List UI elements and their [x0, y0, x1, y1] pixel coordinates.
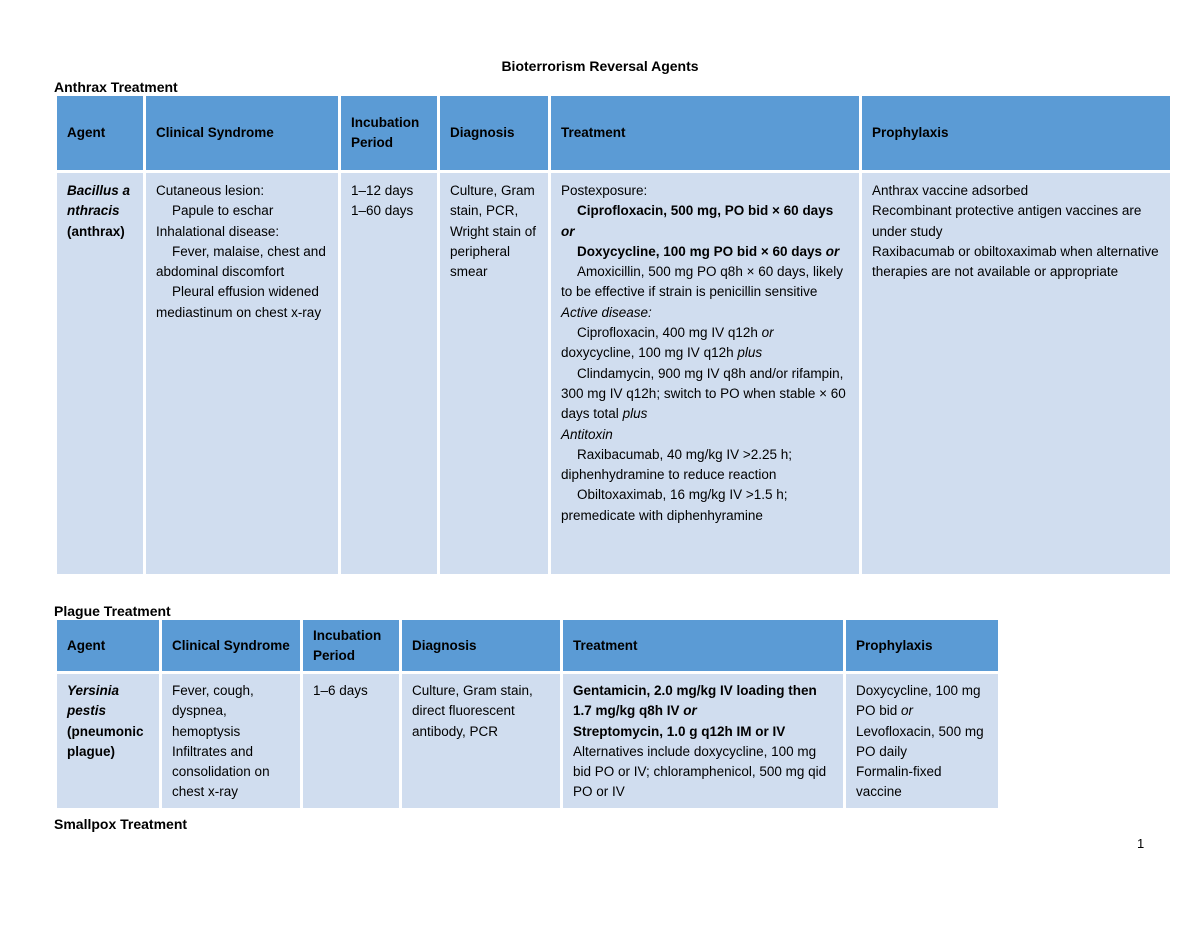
agent-name: Bacillus anthracis — [67, 183, 131, 219]
prophylaxis-or: or — [901, 703, 914, 719]
table-header-row — [57, 96, 1170, 173]
treatment-or: or — [561, 223, 575, 239]
header-agent: Agent — [57, 96, 143, 173]
header-prophylaxis: Prophylaxis — [862, 96, 1170, 173]
smallpox-heading: Smallpox Treatment — [54, 816, 188, 832]
table-header-row — [57, 620, 998, 674]
table-row — [57, 674, 998, 808]
header-treatment: Treatment — [551, 96, 859, 173]
syndrome-line: Cutaneous lesion: — [156, 183, 265, 198]
agent-cell — [57, 173, 143, 574]
syndrome-line: Papule to eschar — [172, 203, 274, 219]
treatment-gentamicin: Gentamicin, 2.0 mg/kg IV loading then 1.7 mg/kg q8h IV — [573, 683, 817, 719]
table-row — [57, 173, 1170, 574]
agent-common-name: (anthrax) — [67, 223, 125, 239]
treatment-amoxicillin: Amoxicillin, 500 mg PO q8h × 60 days, likely to be effective if strain is penicillin sensitive — [561, 264, 843, 300]
header-treatment: Treatment — [563, 620, 843, 674]
treatment-cipro-iv: Ciprofloxacin, 400 mg IV q12h — [577, 325, 758, 341]
header-incubation-period: Incubation Period — [341, 96, 437, 173]
prophylaxis-line: Raxibacumab or obiltoxaximab when alternative therapies are not available or appropriate — [872, 243, 1159, 280]
agent-common-name: (pneumonic plague) — [67, 723, 144, 759]
header-diagnosis: Diagnosis — [440, 96, 548, 173]
incubation-line: 1–12 days — [351, 183, 414, 198]
syndrome-line: Inhalational disease: — [156, 223, 280, 239]
treatment-postexposure-label: Postexposure: — [561, 183, 648, 198]
treatment-doxycycline: Doxycycline, 100 mg PO bid × 60 days — [577, 243, 822, 259]
document-title: Bioterrorism Reversal Agents — [501, 58, 699, 74]
prophylaxis-cell — [862, 173, 1170, 574]
treatment-plus: plus — [622, 406, 648, 422]
treatment-alternatives: Alternatives include doxycycline, 100 mg bid PO or IV; chloramphenicol, 500 mg qid PO or IV — [573, 743, 827, 800]
treatment-plus: plus — [737, 345, 763, 361]
treatment-or: or — [761, 325, 774, 341]
header-clinical-syndrome: Clinical Syndrome — [146, 96, 338, 173]
clinical-syndrome-cell — [162, 674, 300, 808]
prophylaxis-cell — [846, 674, 998, 808]
plague-table — [54, 620, 1001, 808]
prophylaxis-vaccine: Formalin-fixed vaccine — [856, 764, 942, 800]
diagnosis-cell: Culture, Gram stain, PCR, Wright stain of peripheral smear — [440, 173, 548, 574]
treatment-cell — [551, 173, 859, 574]
page-number: 1 — [1137, 836, 1145, 851]
syndrome-line: Infiltrates and consolidation on chest x-ray — [172, 743, 270, 800]
header-incubation-period: Incubation Period — [303, 620, 399, 674]
header-diagnosis: Diagnosis — [402, 620, 560, 674]
prophylaxis-levofloxacin: Levofloxacin, 500 mg PO daily — [856, 723, 984, 759]
syndrome-line: Fever, malaise, chest and abdominal discomfort — [156, 243, 326, 280]
treatment-or: or — [825, 243, 840, 259]
treatment-obiltoxaximab: Obiltoxaximab, 16 mg/kg IV >1.5 h; premedicate with diphenhyramine — [561, 487, 788, 523]
incubation-cell — [341, 173, 437, 574]
syndrome-line: Fever, cough, dyspnea, hemoptysis — [172, 683, 254, 739]
anthrax-table — [54, 96, 1173, 574]
header-agent: Agent — [57, 620, 159, 674]
treatment-cell — [563, 674, 843, 808]
header-prophylaxis: Prophylaxis — [846, 620, 998, 674]
treatment-doxy-iv: doxycycline, 100 mg IV q12h — [561, 345, 734, 361]
treatment-or: or — [683, 703, 697, 719]
treatment-ciprofloxacin: Ciprofloxacin, 500 mg, PO bid × 60 days — [577, 203, 834, 219]
diagnosis-cell: Culture, Gram stain, direct fluorescent antibody, PCR — [402, 674, 560, 808]
agent-name: Yersinia pestis — [67, 683, 120, 719]
agent-cell — [57, 674, 159, 808]
prophylaxis-line: Anthrax vaccine adsorbed — [872, 183, 1029, 198]
prophylaxis-doxycycline: Doxycycline, 100 mg PO bid — [856, 683, 981, 719]
treatment-clindamycin: Clindamycin, 900 mg IV q8h and/or rifampin, 300 mg IV q12h; switch to PO when stable × 60 days total — [561, 365, 846, 422]
plague-heading: Plague Treatment — [54, 603, 171, 619]
treatment-raxibacumab: Raxibacumab, 40 mg/kg IV >2.25 h; diphenhydramine to reduce reaction — [561, 446, 792, 483]
treatment-active-label: Active disease: — [561, 304, 652, 320]
prophylaxis-line: Recombinant protective antigen vaccines are under study — [872, 203, 1142, 239]
header-clinical-syndrome: Clinical Syndrome — [162, 620, 300, 674]
incubation-line: 1–60 days — [351, 203, 414, 219]
syndrome-line: Pleural effusion widened mediastinum on chest x-ray — [156, 284, 322, 320]
clinical-syndrome-cell — [146, 173, 338, 574]
anthrax-heading: Anthrax Treatment — [54, 79, 178, 95]
treatment-streptomycin: Streptomycin, 1.0 g q12h IM or IV — [573, 723, 786, 739]
treatment-antitoxin-label: Antitoxin — [561, 426, 613, 442]
incubation-cell: 1–6 days — [303, 674, 399, 808]
